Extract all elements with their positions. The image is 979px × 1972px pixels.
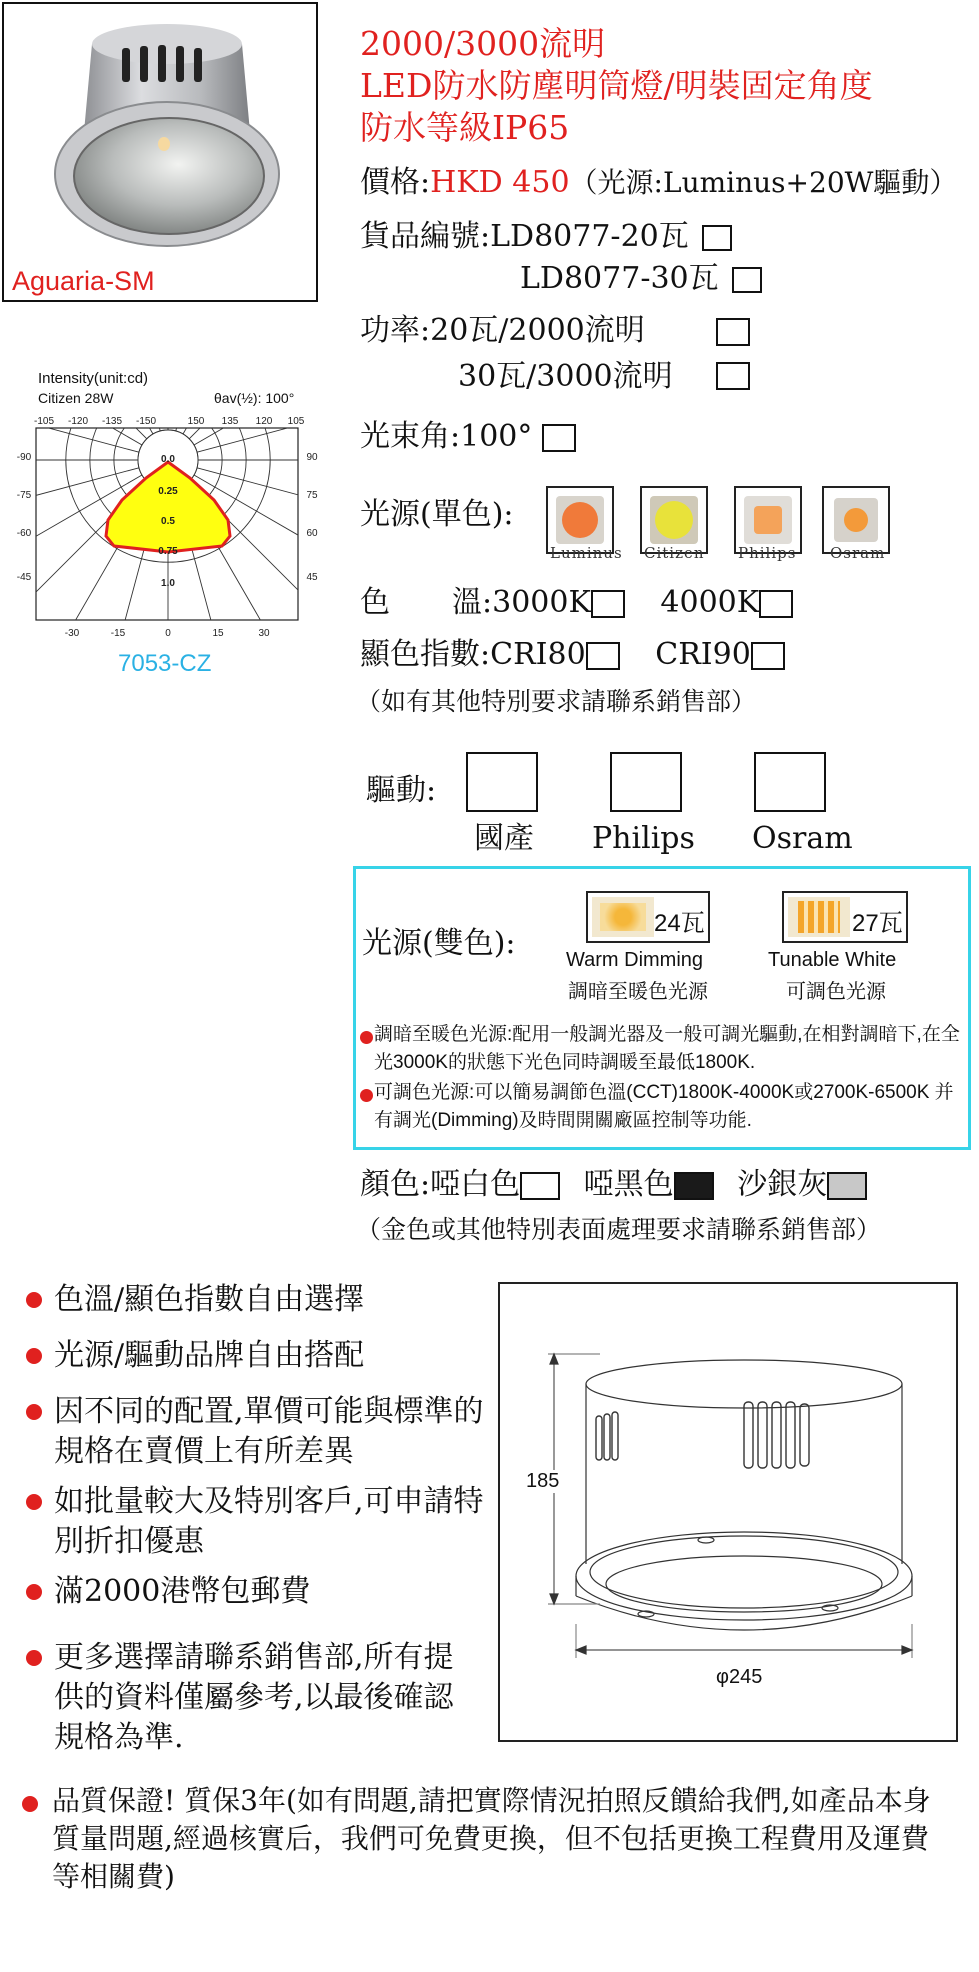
finish-option-1: 啞白色: [430, 1167, 521, 1202]
polar-ring-label: 1.0: [161, 578, 175, 589]
beam-label: 光束角:: [360, 419, 461, 454]
warm-dimming-watt: 24瓦: [654, 910, 705, 937]
driver-label: 驅動:: [366, 773, 437, 808]
power-row-2: [458, 358, 673, 396]
polar-left-tick: -75: [16, 490, 32, 501]
bullet-dot: [26, 1650, 42, 1666]
bullet-dot: [22, 1796, 38, 1812]
bullet-dot: [360, 1031, 373, 1044]
polar-right-tick: 90: [306, 452, 318, 463]
polar-bottom-tick: -15: [110, 628, 126, 639]
chip-icon: [744, 496, 792, 544]
power-option-2-checkbox[interactable]: [716, 362, 750, 390]
chip-icon: [592, 897, 654, 937]
height-dimension-label: 185: [526, 1470, 560, 1492]
warranty-text: 品質保證! 質保3年(如有問題,請把實際情況拍照反饋給我們,如產品本身質量問題,經過核實后，我們可免費更換，但不包括更換工程費用及運費等相關費): [52, 1784, 931, 1893]
color-temp-3000-checkbox[interactable]: [591, 590, 625, 618]
driver-local-checkbox[interactable]: [466, 752, 538, 812]
cri-option-1: CRI80: [490, 637, 586, 672]
color-temp-option-1: 3000K: [492, 585, 591, 620]
bullet-dot: [26, 1584, 42, 1600]
polar-top-tick: 120: [255, 416, 273, 427]
dual-source-panel: [353, 866, 971, 1150]
product-photo-frame: [2, 2, 318, 302]
color-temp-label-a: 色: [360, 585, 390, 620]
source-philips-label: Philips: [738, 544, 797, 562]
bullet-4: 如批量較大及特別客戶,可申請特別折扣優惠: [54, 1484, 484, 1559]
beam-checkbox[interactable]: [542, 424, 576, 452]
polar-top-tick: -135: [101, 416, 123, 427]
power-label: 功率:: [360, 313, 431, 348]
source-citizen-label: Citizen: [644, 544, 705, 562]
finish-option-3: 沙銀灰: [737, 1167, 828, 1202]
beam-row: [360, 418, 576, 456]
dimension-drawing-frame: [498, 1282, 958, 1742]
polar-ring-label: 0.75: [158, 546, 178, 557]
price-note: （光源:Luminus+20W驅動）: [569, 166, 958, 199]
polar-ring-label: 0.25: [158, 486, 178, 497]
item-code-2-checkbox[interactable]: [732, 267, 762, 293]
driver-osram-checkbox[interactable]: [754, 752, 826, 812]
product-model-label: Aguaria-SM: [12, 266, 155, 296]
tunable-white-chip[interactable]: [782, 891, 908, 943]
chip-icon: [650, 496, 698, 544]
bullet-dot: [26, 1292, 42, 1308]
title-line-1: 2000/3000流明: [360, 24, 606, 63]
special-request-note: （如有其他特別要求請聯系銷售部）: [356, 687, 757, 716]
bullet-6: 更多選擇請聯系銷售部,所有提供的資料僅屬參考,以最後確認規格為準.: [54, 1640, 454, 1755]
polar-left-tick: -60: [16, 528, 32, 539]
cri-row: [360, 636, 785, 674]
polar-bottom-tick: 15: [212, 628, 224, 639]
price-label: 價格:: [360, 165, 431, 200]
polar-ring-label: 0.5: [161, 516, 175, 527]
polar-top-tick: -105: [33, 416, 55, 427]
polar-beam: θav(½): 100°: [214, 390, 295, 406]
source-osram-label: Osram: [830, 544, 886, 562]
polar-top-tick: -120: [67, 416, 89, 427]
title-line-3: 防水等級IP65: [360, 108, 570, 147]
power-option-1: 20瓦/2000流明: [430, 313, 645, 348]
finish-silver-checkbox[interactable]: [827, 1172, 867, 1200]
driver-osram-label: Osram: [752, 821, 853, 856]
tunable-white-name-zh: 可調色光源: [786, 981, 886, 1003]
finish-row: [360, 1166, 867, 1204]
bullet-1: 色溫/顯色指數自由選擇: [54, 1282, 365, 1317]
power-option-2: 30瓦/3000流明: [458, 359, 673, 394]
source-luminus-label: Luminus: [550, 544, 623, 562]
color-temp-4000-checkbox[interactable]: [759, 590, 793, 618]
finish-option-2: 啞黑色: [583, 1167, 674, 1202]
bullet-dot: [26, 1348, 42, 1364]
cri-option-2: CRI90: [655, 637, 751, 672]
polar-right-tick: 45: [306, 572, 318, 583]
item-no-row-2: [520, 260, 762, 298]
finish-request-note: （金色或其他特別表面處理要求請聯系銷售部）: [356, 1215, 882, 1244]
driver-philips-label: Philips: [592, 821, 695, 856]
finish-black-checkbox[interactable]: [674, 1172, 714, 1200]
polar-top-tick: -150: [135, 416, 157, 427]
warm-dimming-name-en: Warm Dimming: [566, 949, 704, 971]
bullet-dot: [360, 1089, 373, 1102]
bullet-dot: [26, 1404, 42, 1420]
warm-dimming-name-zh: 調暗至暖色光源: [568, 981, 708, 1003]
bullet-3: 因不同的配置,單價可能與標準的規格在賣價上有所差異: [54, 1394, 484, 1469]
polar-top-tick: 105: [287, 416, 305, 427]
finish-label: 顏色:: [360, 1167, 431, 1202]
cri90-checkbox[interactable]: [751, 642, 785, 670]
power-option-1-checkbox[interactable]: [716, 318, 750, 346]
polar-top-tick: 150: [187, 416, 205, 427]
polar-bottom-tick: 0: [165, 628, 171, 639]
diameter-dimension-label: φ245: [716, 1666, 763, 1688]
chip-icon: [834, 498, 878, 542]
color-temp-label-b: 溫:: [452, 585, 493, 620]
chip-icon: [788, 897, 850, 937]
warm-dimming-chip[interactable]: [586, 891, 710, 943]
item-code-2: LD8077-30瓦: [520, 261, 719, 296]
product-photo: [4, 4, 316, 300]
polar-title: Intensity(unit:cd): [38, 370, 149, 387]
item-code-1: LD8077-20瓦: [490, 219, 689, 254]
source-single-label: 光源(單色):: [360, 497, 514, 532]
tunable-white-watt: 27瓦: [852, 910, 903, 937]
cri-label: 顯色指數:: [360, 637, 491, 672]
polar-source: Citizen 28W: [38, 390, 114, 406]
dual-source-label: 光源(雙色):: [362, 926, 516, 961]
polar-left-tick: -90: [16, 452, 32, 463]
polar-top-tick: 135: [221, 416, 239, 427]
bullet-2: 光源/驅動品牌自由搭配: [54, 1338, 365, 1373]
polar-chart: [0, 408, 330, 648]
warm-dimming-note: 調暗至暖色光源:配用一般調光器及一般可調光驅動,在相對調暗下,在全光3000K的狀態下光色同時調暖至最低1800K.: [374, 1024, 960, 1073]
polar-bottom-tick: 30: [258, 628, 270, 639]
polar-ring-label: 0.0: [161, 454, 175, 465]
tunable-white-name-en: Tunable White: [768, 949, 897, 971]
cri80-checkbox[interactable]: [586, 642, 620, 670]
beam-value: 100°: [460, 419, 533, 454]
price-row: [360, 164, 957, 202]
price-value: HKD 450: [430, 165, 570, 200]
polar-bottom-tick: -30: [64, 628, 80, 639]
polar-caption: 7053-CZ: [118, 650, 212, 677]
title-line-2: LED防水防塵明筒燈/明裝固定角度: [360, 66, 873, 105]
bullet-5: 滿2000港幣包郵費: [54, 1574, 311, 1609]
finish-white-checkbox[interactable]: [520, 1172, 560, 1200]
item-code-1-checkbox[interactable]: [702, 225, 732, 251]
color-temp-option-2: 4000K: [660, 585, 760, 620]
polar-left-tick: -45: [16, 572, 32, 583]
driver-philips-checkbox[interactable]: [610, 752, 682, 812]
item-no-row-1: [360, 218, 732, 256]
power-row-1: [360, 312, 645, 350]
tunable-white-note: 可調色光源:可以簡易調節色溫(CCT)1800K-4000K或2700K-6500K 并有調光(Dimming)及時間開關廠區控制等功能.: [374, 1082, 954, 1131]
color-temp-row: [360, 584, 793, 622]
polar-right-tick: 75: [306, 490, 318, 501]
polar-right-tick: 60: [306, 528, 318, 539]
item-no-label: 貨品編號:: [360, 219, 491, 254]
chip-icon: [556, 496, 604, 544]
bullet-dot: [26, 1494, 42, 1510]
driver-local-label: 國產: [474, 821, 534, 856]
